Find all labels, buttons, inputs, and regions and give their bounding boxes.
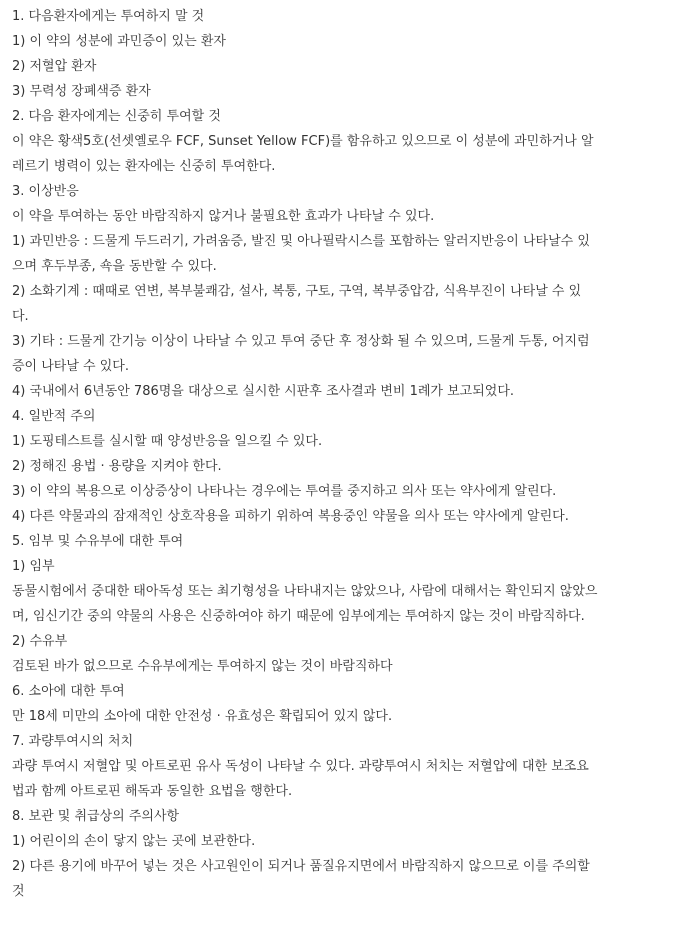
text-line: 5. 임부 및 수유부에 대한 투여: [12, 534, 184, 549]
text-line: 2) 소화기계 : 때때로 연변, 복부불쾌감, 설사, 복통, 구토, 구역, 복부중압감, 식욕부진이 나타날 수 있: [12, 284, 582, 299]
text-line: 3) 기타 : 드물게 간기능 이상이 나타날 수 있고 투여 중단 후 정상화 될 수 있으며, 드물게 두통, 어지럼: [12, 334, 590, 349]
text-line: 3) 이 약의 복용으로 이상증상이 나타나는 경우에는 투여를 중지하고 의사 또는 약사에게 알린다.: [12, 484, 557, 499]
text-line: 1) 과민반응 : 드물게 두드러기, 가려움증, 발진 및 아나필락시스를 포함하는 알러지반응이 나타날수 있: [12, 234, 590, 249]
text-line: 동물시험에서 중대한 태아독성 또는 최기형성을 나타내지는 않았으나, 사람에 대해서는 확인되지 않았으: [12, 584, 598, 599]
text-line: 2) 정해진 용법 · 용량을 지켜야 한다.: [12, 459, 222, 474]
text-line: 4) 국내에서 6년동안 786명을 대상으로 실시한 시판후 조사결과 변비 1례가 보고되었다.: [12, 384, 515, 399]
text-line: 검토된 바가 없으므로 수유부에게는 투여하지 않는 것이 바람직하다: [12, 659, 393, 674]
text-line: 며, 임신기간 중의 약물의 사용은 신중하여야 하기 때문에 임부에게는 투여하지 않는 것이 바람직하다.: [12, 609, 585, 624]
text-line: 1) 이 약의 성분에 과민증이 있는 환자: [12, 34, 226, 49]
text-line: 1) 어린이의 손이 닿지 않는 곳에 보관한다.: [12, 834, 256, 849]
text-line: 법과 함께 아트로핀 해독과 동일한 요법을 행한다.: [12, 784, 293, 799]
text-line: 1) 도핑테스트를 실시할 때 양성반응을 일으킬 수 있다.: [12, 434, 323, 449]
text-line: 2) 저혈압 환자: [12, 59, 97, 74]
text-line: 것: [12, 884, 25, 899]
text-line: 3) 무력성 장폐색증 환자: [12, 84, 151, 99]
text-line: 8. 보관 및 취급상의 주의사항: [12, 809, 180, 824]
text-line: 1. 다음환자에게는 투여하지 말 것: [12, 9, 205, 24]
text-line: 7. 과량투여시의 처치: [12, 734, 134, 749]
text-line: 1) 임부: [12, 559, 55, 574]
text-line: 증이 나타날 수 있다.: [12, 359, 129, 374]
text-line: 이 약을 투여하는 동안 바람직하지 않거나 불필요한 효과가 나타날 수 있다.: [12, 209, 435, 224]
text-line: 4) 다른 약물과의 잠재적인 상호작용을 피하기 위하여 복용중인 약물을 의사 또는 약사에게 알린다.: [12, 509, 569, 524]
text-line: 다.: [12, 309, 29, 324]
text-line: 2) 수유부: [12, 634, 68, 649]
text-line: 만 18세 미만의 소아에 대한 안전성 · 유효성은 확립되어 있지 않다.: [12, 709, 393, 724]
text-line: 6. 소아에 대한 투여: [12, 684, 125, 699]
text-line: 2. 다음 환자에게는 신중히 투여할 것: [12, 109, 221, 124]
text-line: 레르기 병력이 있는 환자에는 신중히 투여한다.: [12, 159, 276, 174]
text-line: 이 약은 황색5호(선셋옐로우 FCF, Sunset Yellow FCF)를 함유하고 있으므로 이 성분에 과민하거나 알: [12, 134, 594, 149]
text-line: 3. 이상반응: [12, 184, 79, 199]
text-line: 과량 투여시 저혈압 및 아트로핀 유사 독성이 나타날 수 있다. 과량투여시 처치는 저혈압에 대한 보조요: [12, 759, 589, 774]
text-line: 4. 일반적 주의: [12, 409, 96, 424]
text-line: 으며 후두부종, 쇽을 동반할 수 있다.: [12, 259, 217, 274]
text-line: 2) 다른 용기에 바꾸어 넣는 것은 사고원인이 되거나 품질유지면에서 바람직하지 않으므로 이를 주의할: [12, 859, 590, 874]
